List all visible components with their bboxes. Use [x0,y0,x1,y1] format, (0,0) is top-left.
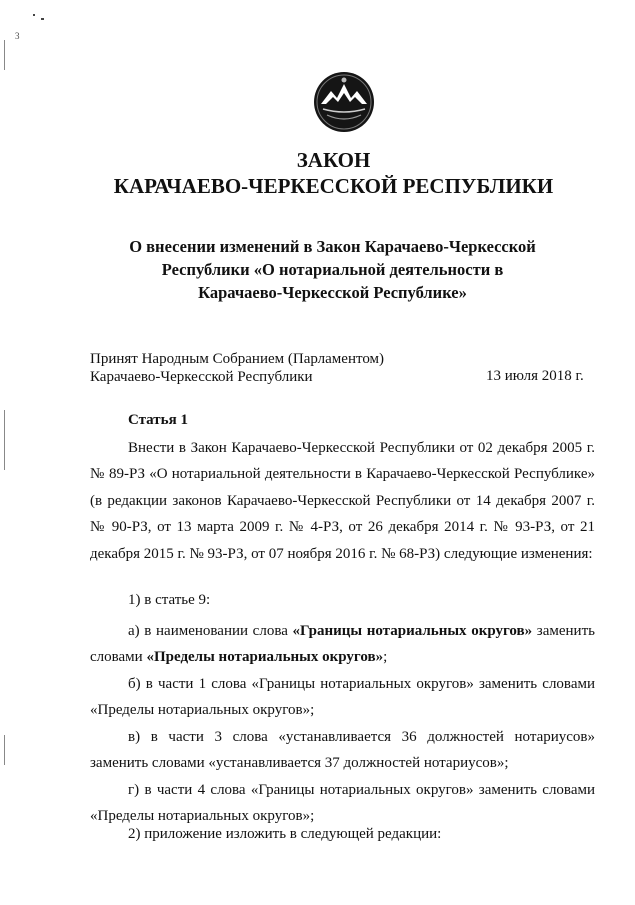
article-heading: Статья 1 [128,412,188,428]
document-title-republic: КАРАЧАЕВО-ЧЕРКЕССКОЙ РЕСПУБЛИКИ [113,174,554,198]
item-a-text: а) в наименовании слова [128,623,293,639]
list-item-2: 2) приложение изложить в следующей редакции: [128,826,442,842]
item-a-text: ; [383,649,388,666]
list-item-1: 1) в статье 9: [128,592,211,608]
document-title: ЗАКОН [296,148,371,172]
list-item-b: б) в части 1 слова «Границы нотариальных округов» заменить словами «Пределы нотариальных округов»; [90,676,595,719]
item-a-new-words: «Пределы нотариальных округов» [146,649,384,666]
law-subtitle [110,235,555,304]
margin-line [4,40,5,70]
page-mark: 3 [15,31,20,41]
list-item-c: в) в части 3 слова «устанавливается 36 должностей нотариусов» заменить словами «устанавливается 37 должностей нотариусов»; [90,729,595,772]
scan-dot [33,14,35,16]
margin-line [4,735,5,765]
coat-of-arms-emblem [313,71,375,133]
adoption-date: 13 июля 2018 г. [486,368,584,384]
subtitle-line: Республики «О нотариальной деятельности в [161,260,504,279]
adoption-block [90,350,384,386]
subtitle-line: Карачаево-Черкесской Республике» [198,283,467,302]
scan-dot [41,18,44,20]
item-a-text: заменить словами [90,623,595,666]
subtitle-line: О внесении изменений в Закон Карачаево-Черкесской [129,237,536,256]
list-item-d: г) в части 4 слова «Границы нотариальных округов» заменить словами «Пределы нотариальных округов»; [90,782,595,825]
article-intro-paragraph: Внести в Закон Карачаево-Черкесской Республики от 02 декабря 2005 г. № 89-РЗ «О нотариальной деятельности в Карачаево-Черкесской Республике» (в редакции законов Карачаево-Черкесской Республики от 14 декабря 2007 г. № 90-РЗ, от 13 марта 2009 г. № 4-РЗ, от 26 декабря 2014 г. № 93-РЗ, от 21 декабря 2015 г. № 93-РЗ, от 07 ноября 2016 г. № 68-РЗ) следующие изменения: [90,440,595,562]
list-item-a [90,618,595,671]
item-a-old-words: «Границы нотариальных округов» [292,623,533,639]
adoption-line: Принят Народным Собранием (Парламентом) [90,351,385,367]
margin-line [4,410,5,470]
adoption-line: Карачаево-Черкесской Республики [90,369,313,385]
